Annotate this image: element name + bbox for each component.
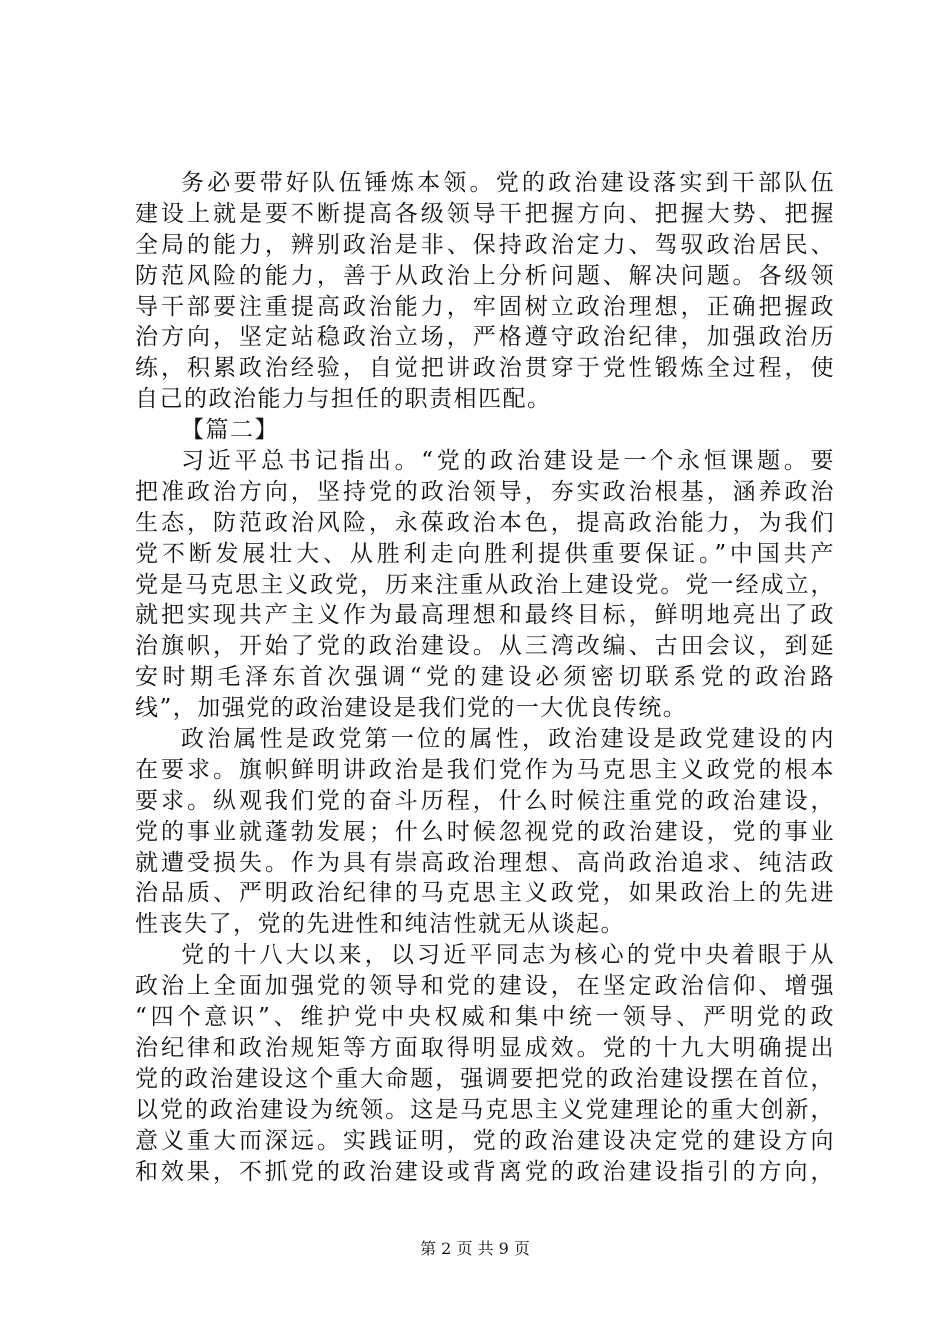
page-number-footer: 第 2 页 共 9 页 bbox=[420, 1239, 530, 1258]
text-line: 练，积累政治经验，自觉把讲政治贯穿于党性锻炼全过程，使 bbox=[135, 355, 835, 382]
text-line: 就把实现共产主义作为最高理想和最终目标，鲜明地亮出了政 bbox=[135, 602, 835, 629]
text-line: 治纪律和政治规矩等方面取得明显成效。党的十九大明确提出 bbox=[135, 1034, 835, 1061]
text-line: 防范风险的能力，善于从政治上分析问题、解决问题。各级领 bbox=[135, 262, 835, 289]
text-line: 党是马克思主义政党，历来注重从政治上建设党。党一经成立， bbox=[135, 571, 835, 598]
text-line: 要求。纵观我们党的奋斗历程，什么时候注重党的政治建设， bbox=[135, 787, 835, 814]
text-line: 线”，加强党的政治建设是我们党的一大优良传统。 bbox=[135, 695, 688, 722]
text-line: 党的十八大以来，以习近平同志为核心的党中央着眼于从 bbox=[181, 942, 835, 969]
text-line: 性丧失了，党的先进性和纯洁性就无从谈起。 bbox=[135, 911, 625, 938]
text-line: 自己的政治能力与担任的职责相匹配。 bbox=[135, 386, 552, 413]
text-line: 和效果，不抓党的政治建设或背离党的政治建设指引的方向， bbox=[135, 1158, 835, 1185]
text-line: 生态，防范政治风险，永葆政治本色，提高政治能力，为我们 bbox=[135, 509, 835, 536]
text-line: 全局的能力，辨别政治是非、保持政治定力、驾驭政治居民、 bbox=[135, 231, 835, 258]
text-line: 政治上全面加强党的领导和党的建设，在坚定政治信仰、增强 bbox=[135, 973, 835, 1000]
text-line: 安时期毛泽东首次强调“党的建设必须密切联系党的政治路 bbox=[135, 664, 835, 691]
text-line: 就遭受损失。作为具有崇高政治理想、高尚政治追求、纯洁政 bbox=[135, 849, 835, 876]
section-heading: 【篇二】 bbox=[181, 417, 279, 444]
text-line: 意义重大而深远。实践证明，党的政治建设决定党的建设方向 bbox=[135, 1127, 835, 1154]
text-line: 建设上就是要不断提高各级领导干把握方向、把握大势、把握 bbox=[135, 200, 835, 227]
text-line: 把准政治方向，坚持党的政治领导，夯实政治根基，涵养政治 bbox=[135, 478, 835, 505]
text-line: “四个意识”、维护党中央权威和集中统一领导、严明党的政 bbox=[135, 1004, 835, 1031]
text-line: 在要求。旗帜鲜明讲政治是我们党作为马克思主义政党的根本 bbox=[135, 756, 835, 783]
text-line: 导干部要注重提高政治能力，牢固树立政治理想，正确把握政 bbox=[135, 293, 835, 320]
text-line: 以党的政治建设为统领。这是马克思主义党建理论的重大创新， bbox=[135, 1096, 835, 1123]
text-line: 党的政治建设这个重大命题，强调要把党的政治建设摆在首位， bbox=[135, 1065, 835, 1092]
text-line: 习近平总书记指出。“党的政治建设是一个永恒课题。要 bbox=[181, 448, 835, 475]
text-line: 治旗帜，开始了党的政治建设。从三湾改编、古田会议，到延 bbox=[135, 633, 835, 660]
document-body bbox=[135, 168, 835, 1187]
text-line: 治方向，坚定站稳政治立场，严格遵守政治纪律，加强政治历 bbox=[135, 324, 835, 351]
text-line: 党的事业就蓬勃发展；什么时候忽视党的政治建设，党的事业 bbox=[135, 818, 835, 845]
text-line: 治品质、严明政治纪律的马克思主义政党，如果政治上的先进 bbox=[135, 880, 835, 907]
text-line: 务必要带好队伍锤炼本领。党的政治建设落实到干部队伍 bbox=[181, 170, 835, 196]
text-line: 政治属性是政党第一位的属性，政治建设是政党建设的内 bbox=[181, 726, 835, 753]
text-line: 党不断发展壮大、从胜利走向胜利提供重要保证。”中国共产 bbox=[135, 540, 835, 567]
